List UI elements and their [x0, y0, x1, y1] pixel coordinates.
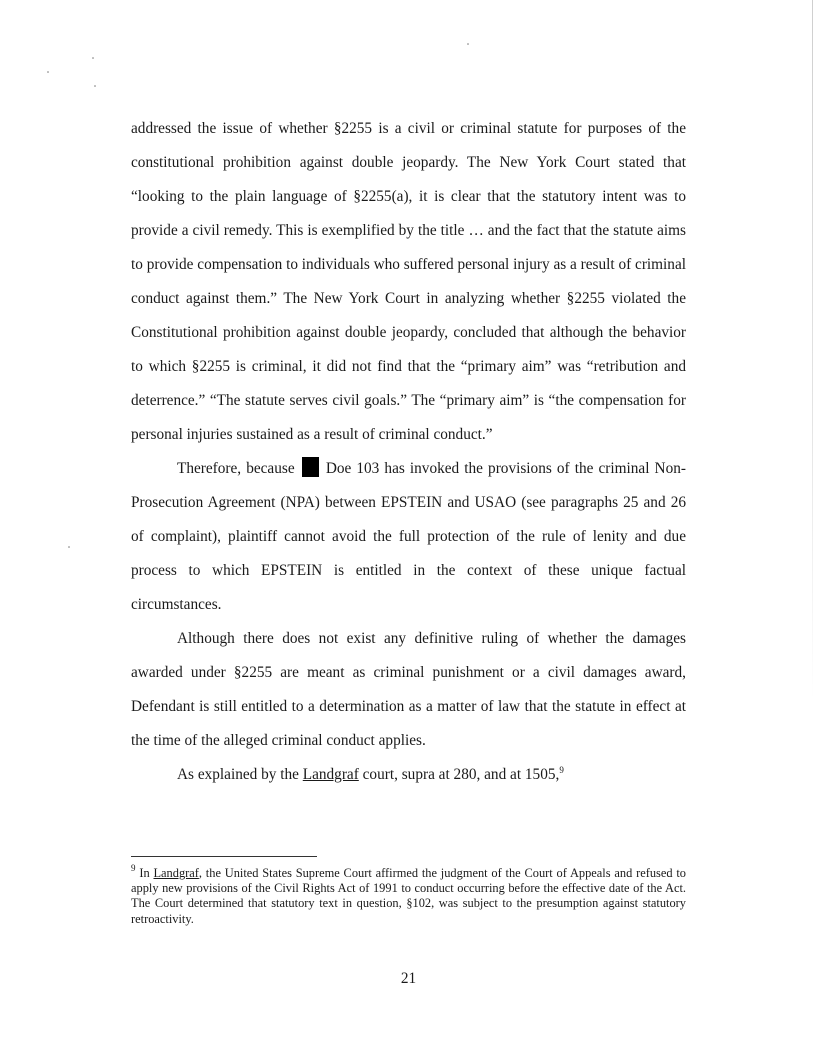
scan-speck [467, 43, 469, 45]
paragraph-double-jeopardy: addressed the issue of whether §2255 is a civil or criminal statute for purposes of the constitutional prohibition against double jeopardy. The New York Court stated that “looking to the plain language of §2255(a), it is clear that the statutory intent was to provide a civil remedy. This is exemplified by the title … and the fact that the statute aims to provide compensation to individuals who suffered personal injury as a result of criminal conduct against them.” The New York Court in analyzing whether §2255 violated the Constitutional prohibition against double jeopardy, concluded that although the behavior to which §2255 is criminal, it did not find that the “primary aim” was “retribution and deterrence.” “The statute serves civil goals.” The “primary aim” is “the compensation for personal injuries sustained as a result of criminal conduct.” [131, 120, 686, 443]
scan-speck [68, 546, 70, 548]
scan-edge [812, 0, 813, 700]
paragraph-landgraf [131, 758, 686, 792]
scan-speck [92, 57, 94, 59]
footnote-case-name: Landgraf [153, 866, 199, 880]
footnote-number: 9 [131, 863, 136, 873]
footnote-prefix: In [139, 866, 150, 880]
paragraph-npa-lead: Therefore, because [177, 460, 295, 477]
page-number: 21 [400, 970, 417, 987]
paragraph-npa [131, 452, 686, 622]
paragraph-damages: Although there does not exist any definitive ruling of whether the damages awarded under §2255 are meant as criminal punishment or a civil damages award, Defendant is still entitled to a determination as a matter of law that the statute in effect at the time of the alleged criminal conduct applies. [131, 630, 686, 749]
footnote [131, 863, 687, 927]
scan-speck [94, 85, 96, 87]
footnote-text: , the United States Supreme Court affirmed the judgment of the Court of Appeals and refused to apply new provisions of the Civil Rights Act of 1991 to conduct occurring before the effective date of the Act. The Court determined that statutory text in question, §102, was subject to the presumption against statutory retroactivity. [131, 866, 687, 926]
footnote-separator [131, 856, 317, 857]
redaction-block [302, 457, 319, 477]
document-body [131, 112, 686, 792]
paragraph-landgraf-suffix: court, supra at 280, and at 1505, [362, 766, 560, 783]
case-name-landgraf: Landgraf [302, 766, 359, 783]
paragraph-landgraf-prefix: As explained by the [177, 766, 299, 783]
footnote-reference: 9 [559, 765, 564, 775]
paragraph-npa-rest: Doe 103 has invoked the provisions of the criminal Non-Prosecution Agreement (NPA) between EPSTEIN and USAO (see paragraphs 25 and 26 of complaint), plaintiff cannot avoid the full protection of the rule of lenity and due process to which EPSTEIN is entitled in the context of these unique factual circumstances. [131, 460, 686, 613]
scan-speck [47, 71, 49, 73]
